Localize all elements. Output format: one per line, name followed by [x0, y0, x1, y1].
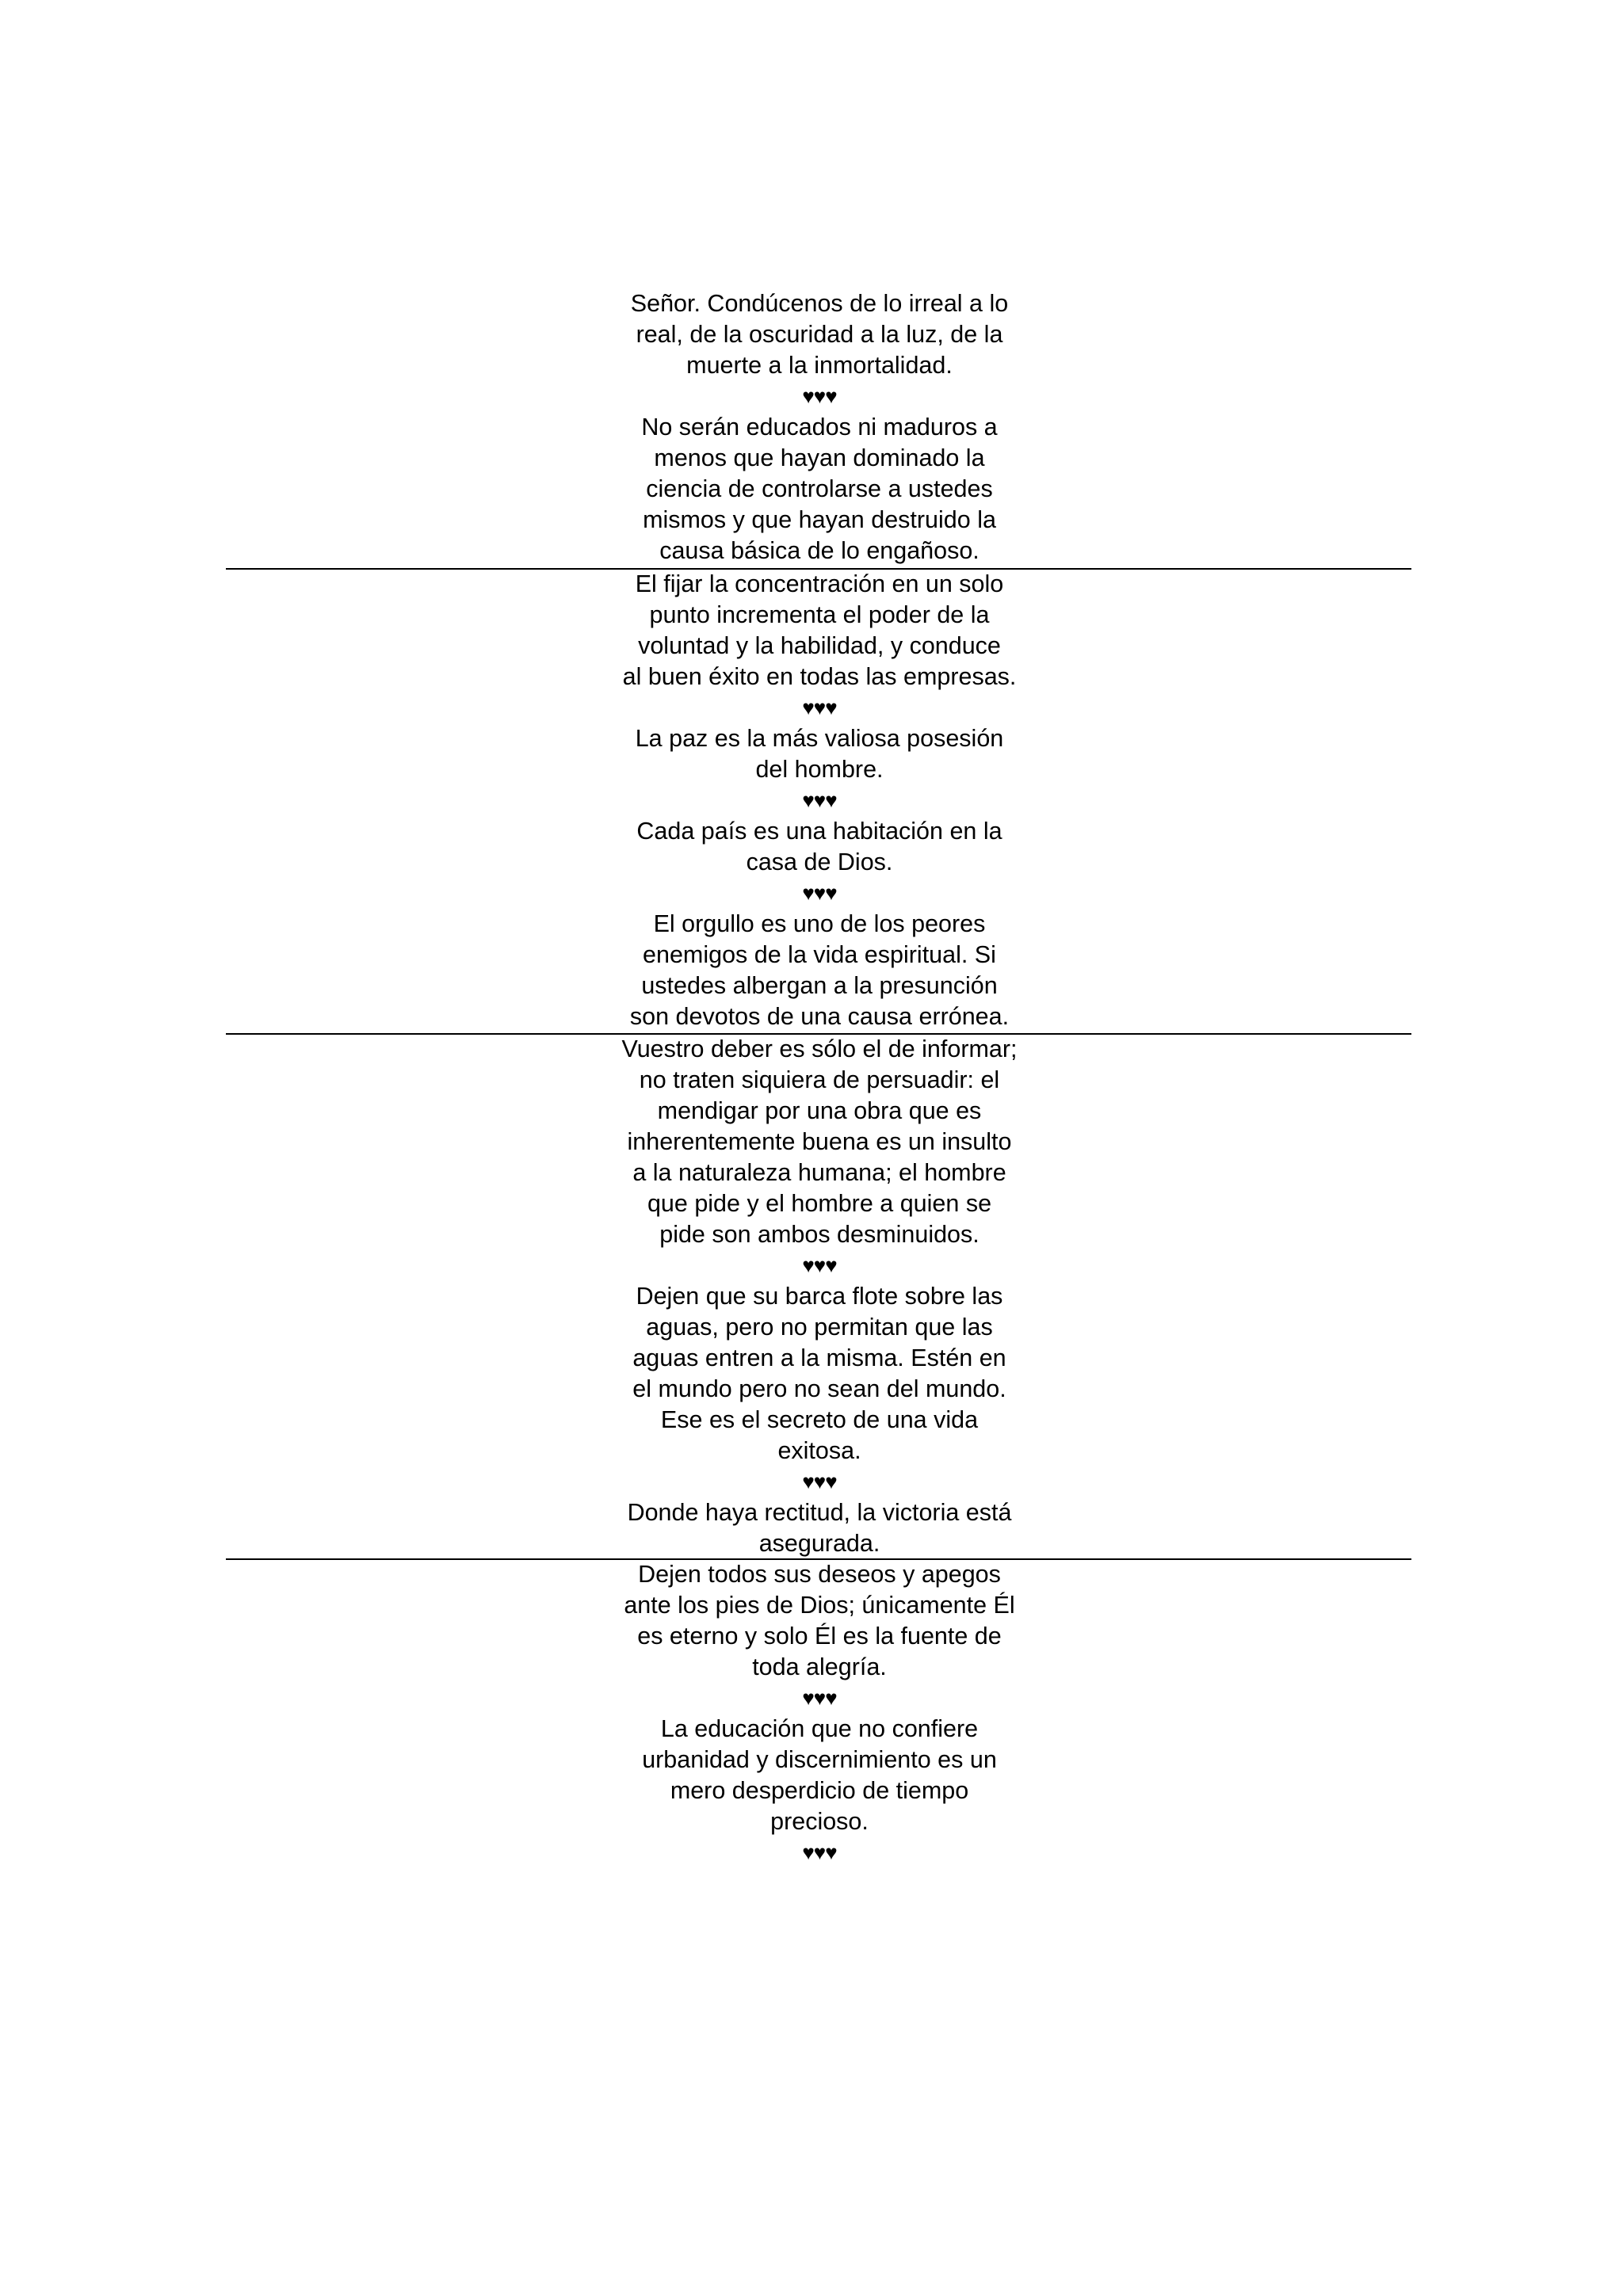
quote-line: No serán educados ni maduros a	[641, 414, 998, 441]
quote-section-2	[590, 569, 1049, 1032]
quote-line: causa básica de lo engañoso.	[659, 537, 980, 564]
quote-section-3	[590, 1034, 1049, 1559]
hearts-separator: ♥♥♥	[802, 788, 837, 812]
quote-line: urbanidad y discernimiento es un	[642, 1746, 997, 1773]
quote-line: mendigar por una obra que es	[657, 1097, 982, 1124]
quote-line: Señor. Condúcenos de lo irreal a lo	[630, 290, 1009, 317]
quote-line: del hombre.	[755, 756, 884, 783]
quote-line: inherentemente buena es un insulto	[627, 1128, 1012, 1155]
quote-line: Cada país es una habitación en la	[636, 818, 1002, 845]
quote-line: toda alegría.	[752, 1653, 887, 1680]
quote-line: no traten siquiera de persuadir: el	[639, 1066, 1000, 1093]
quote-line: muerte a la inmortalidad.	[686, 352, 953, 379]
quote-line: al buen éxito en todas las empresas.	[622, 663, 1017, 690]
quote-line: ante los pies de Dios; únicamente Él	[624, 1592, 1015, 1619]
quote-section-1	[590, 288, 1049, 566]
quote-line: pide son ambos desminuidos.	[659, 1221, 980, 1248]
quote-section-4	[590, 1559, 1049, 1868]
quote-line: a la naturaleza humana; el hombre	[632, 1159, 1006, 1186]
quote-line: mero desperdicio de tiempo	[670, 1777, 969, 1804]
quote-line: asegurada.	[758, 1530, 880, 1557]
quote-line: Vuestro deber es sólo el de informar;	[621, 1035, 1018, 1062]
quote-line: el mundo pero no sean del mundo.	[632, 1375, 1006, 1402]
quote-line: El fijar la concentración en un solo	[635, 570, 1004, 597]
hearts-separator: ♥♥♥	[802, 1253, 837, 1277]
quote-line: Dejen todos sus deseos y apegos	[638, 1561, 1001, 1588]
quote-line: enemigos de la vida espiritual. Si	[643, 941, 996, 968]
quote-line: aguas entren a la misma. Estén en	[632, 1344, 1006, 1371]
hearts-separator: ♥♥♥	[802, 1686, 837, 1710]
quote-line: La educación que no confiere	[660, 1715, 979, 1742]
quote-line: Ese es el secreto de una vida	[660, 1406, 979, 1433]
quote-line: ciencia de controlarse a ustedes	[646, 475, 993, 502]
quote-line: que pide y el hombre a quien se	[647, 1190, 992, 1217]
quote-line: ustedes albergan a la presunción	[641, 972, 998, 999]
quote-line: Donde haya rectitud, la victoria está	[627, 1499, 1012, 1526]
hearts-separator: ♥♥♥	[802, 1840, 837, 1864]
quote-line: exitosa.	[777, 1437, 861, 1464]
hearts-separator: ♥♥♥	[802, 881, 837, 905]
quote-line: son devotos de una causa errónea.	[629, 1003, 1010, 1030]
hearts-separator: ♥♥♥	[802, 1470, 837, 1493]
quote-line: aguas, pero no permitan que las	[646, 1314, 993, 1341]
quote-line: Dejen que su barca flote sobre las	[636, 1283, 1003, 1310]
quote-line: El orgullo es uno de los peores	[653, 910, 986, 937]
quote-line: es eterno y solo Él es la fuente de	[637, 1623, 1002, 1650]
quote-line: precioso.	[770, 1808, 869, 1835]
quote-line: casa de Dios.	[746, 849, 893, 875]
quote-line: voluntad y la habilidad, y conduce	[638, 632, 1001, 659]
quote-line: menos que hayan dominado la	[654, 444, 985, 471]
hearts-separator: ♥♥♥	[802, 384, 837, 408]
hearts-separator: ♥♥♥	[802, 696, 837, 719]
quote-line: real, de la oscuridad a la luz, de la	[636, 321, 1003, 348]
quote-line: La paz es la más valiosa posesión	[635, 725, 1004, 752]
quote-line: mismos y que hayan destruido la	[643, 506, 996, 533]
quote-line: punto incrementa el poder de la	[649, 601, 990, 628]
